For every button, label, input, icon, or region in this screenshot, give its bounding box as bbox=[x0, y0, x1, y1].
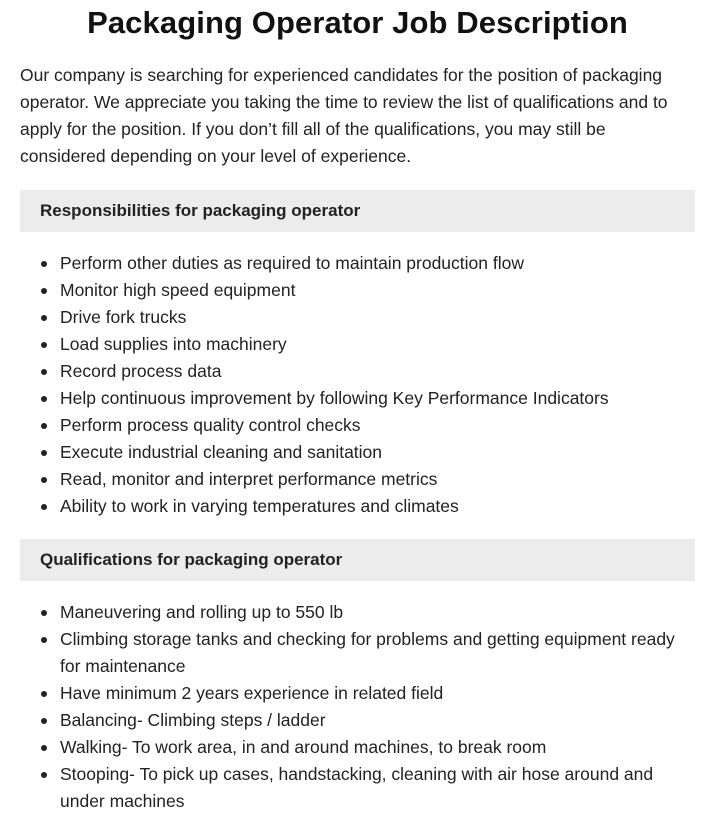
bullet-icon bbox=[41, 718, 47, 724]
list-item-text: Load supplies into machinery bbox=[60, 334, 287, 354]
qualifications-header: Qualifications for packaging operator bbox=[20, 539, 695, 581]
list-item bbox=[60, 599, 695, 626]
list-item bbox=[60, 466, 695, 493]
list-item-text: Walking- To work area, in and around machines, to break room bbox=[60, 737, 547, 757]
list-item-text: Balancing- Climbing steps / ladder bbox=[60, 710, 326, 730]
list-item-text: Climbing storage tanks and checking for problems and getting equipment ready for maintenance bbox=[60, 629, 675, 676]
list-item-text: Read, monitor and interpret performance metrics bbox=[60, 469, 438, 489]
list-item-text: Record process data bbox=[60, 361, 222, 381]
qualifications-list bbox=[20, 599, 695, 815]
list-item bbox=[60, 707, 695, 734]
bullet-icon bbox=[41, 745, 47, 751]
list-item-text: Perform other duties as required to maintain production flow bbox=[60, 253, 524, 273]
list-item-text: Have minimum 2 years experience in related field bbox=[60, 683, 444, 703]
list-item-text: Monitor high speed equipment bbox=[60, 280, 296, 300]
list-item bbox=[60, 412, 695, 439]
list-item-text: Help continuous improvement by following Key Performance Indicators bbox=[60, 388, 609, 408]
bullet-icon bbox=[41, 369, 47, 375]
list-item bbox=[60, 385, 695, 412]
bullet-icon bbox=[41, 450, 47, 456]
bullet-icon bbox=[41, 477, 47, 483]
list-item-text: Execute industrial cleaning and sanitation bbox=[60, 442, 383, 462]
bullet-icon bbox=[41, 772, 47, 778]
list-item bbox=[60, 493, 695, 520]
list-item-text: Maneuvering and rolling up to 550 lb bbox=[60, 602, 344, 622]
list-item bbox=[60, 734, 695, 761]
page-title: Packaging Operator Job Description bbox=[87, 5, 628, 40]
list-item bbox=[60, 439, 695, 466]
list-item bbox=[60, 304, 695, 331]
bullet-icon bbox=[41, 423, 47, 429]
bullet-icon bbox=[41, 691, 47, 697]
bullet-icon bbox=[41, 610, 47, 616]
bullet-icon bbox=[41, 261, 47, 267]
list-item bbox=[60, 358, 695, 385]
list-item bbox=[60, 331, 695, 358]
list-item-text: Stooping- To pick up cases, handstacking, cleaning with air hose around and under machines bbox=[60, 764, 654, 811]
bullet-icon bbox=[41, 504, 47, 510]
list-item bbox=[60, 680, 695, 707]
bullet-icon bbox=[41, 637, 47, 643]
list-item-text: Ability to work in varying temperatures and climates bbox=[60, 496, 459, 516]
responsibilities-header: Responsibilities for packaging operator bbox=[20, 190, 695, 232]
list-item bbox=[60, 250, 695, 277]
list-item bbox=[60, 277, 695, 304]
bullet-icon bbox=[41, 396, 47, 402]
list-item bbox=[60, 761, 695, 815]
responsibilities-list bbox=[20, 250, 695, 520]
bullet-icon bbox=[41, 315, 47, 321]
list-item-text: Drive fork trucks bbox=[60, 307, 187, 327]
list-item bbox=[60, 626, 695, 680]
intro-paragraph: Our company is searching for experienced candidates for the position of packaging operator. We appreciate you taking the time to review the list of qualifications and to apply for the position. If you don’t fill all of the qualifications, you may still be considered depending on your level of experience. bbox=[20, 65, 668, 166]
bullet-icon bbox=[41, 288, 47, 294]
list-item-text: Perform process quality control checks bbox=[60, 415, 361, 435]
bullet-icon bbox=[41, 342, 47, 348]
